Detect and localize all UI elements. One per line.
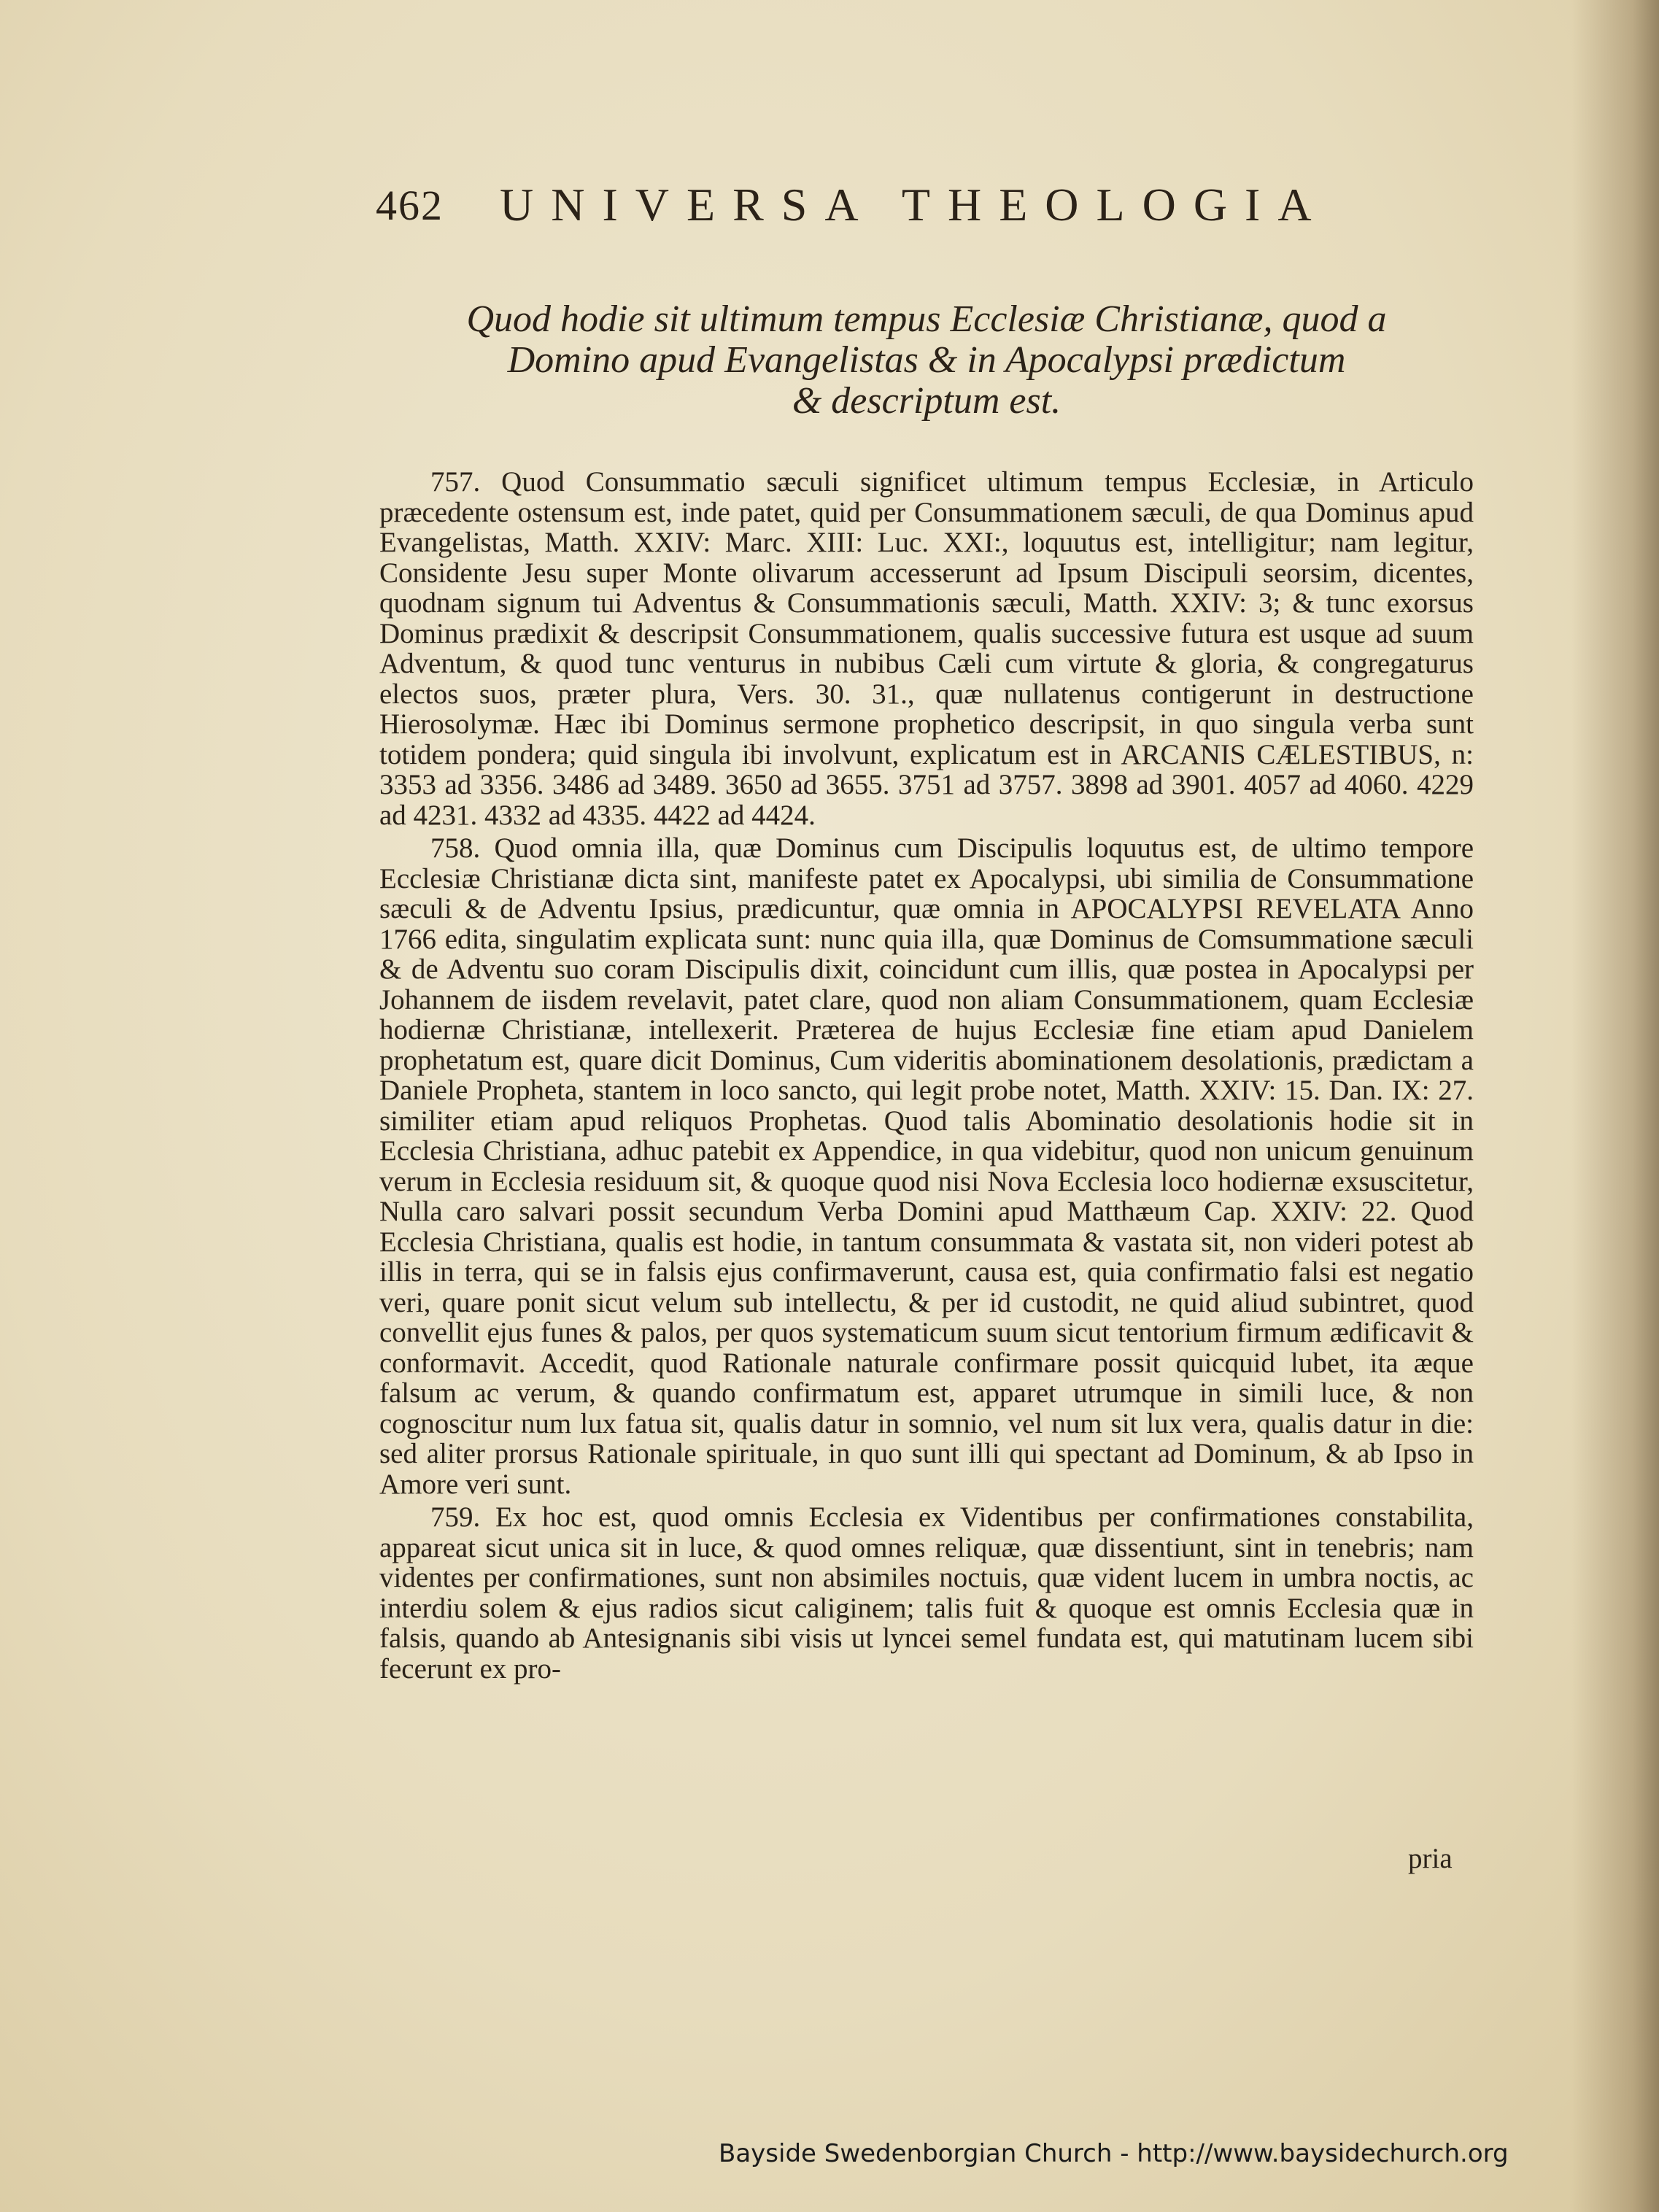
watermark-caption: Bayside Swedenborgian Church - http://www.baysidechurch.org [719,2139,1509,2168]
heading-line-2: Domino apud Evangelistas & in Apocalypsi prædictum [507,339,1346,381]
heading-line-3: & descriptum est. [792,380,1061,422]
paragraph-757: 757. Quod Consummatio sæculi significet ultimum tempus Ecclesiæ, in Articulo præcedente ostensum est, inde patet, quid per Consummationem sæculi, de qua Dominus apud Evangelistas, Matth. XXIV: Marc. XIII: Luc. XXI:, loquutus est, intelligitur; nam legitur, Considente Jesu super Monte olivarum accesserunt ad Ipsum Discipuli seorsim, dicentes, quodnam signum tui Adventus & Consummationis sæculi, Matth. XXIV: 3; & tunc exorsus Dominus prædixit & descripsit Consummationem, qualis successive futura est usque ad suum Adventum, & quod tunc venturus in nubibus Cæli cum virtute & gloria, & congregaturus electos suos, præter plura, Vers. 30. 31., quæ nullatenus contigerunt in destructione Hierosolymæ. Hæc ibi Dominus sermone prophetico descripsit, in quo singula verba sunt totidem pondera; quid singula ibi involvunt, explicatum est in ARCANIS CÆLESTIBUS, n: 3353 ad 3356. 3486 ad 3489. 3650 ad 3655. 3751 ad 3757. 3898 ad 3901. 4057 ad 4060. 4229 ad 4231. 4332 ad 4335. 4422 ad 4424. [379,466,1474,831]
paragraph-758: 758. Quod omnia illa, quæ Dominus cum Discipulis loquutus est, de ultimo tempore Ecclesiæ Christianæ dicta sint, manifeste patet ex Apocalypsi, ubi similia de Consummatione sæculi & de Adventu Ipsius, prædicuntur, quæ omnia in APOCALYPSI REVELATA Anno 1766 edita, singulatim explicata sunt: nunc quia illa, quæ Dominus de Comsummatione sæculi & de Adventu suo coram Discipulis dixit, coincidunt cum illis, quæ postea in Apocalypsi per Johannem de iisdem revelavit, patet clare, quod non aliam Consummationem, quam Ecclesiæ hodiernæ Christianæ, intellexerit. Præterea de hujus Ecclesiæ fine etiam apud Danielem prophetatum est, quare dicit Dominus, Cum videritis abominationem desolationis, prædictam a Daniele Propheta, stantem in loco sancto, qui legit probe notet, Matth. XXIV: 15. Dan. IX: 27. similiter etiam apud reliquos Prophetas. Quod talis Abominatio desolationis hodie sit in Ecclesia Christiana, adhuc patebit ex Appendice, in qua videbitur, quod non unicum genuinum verum in Ecclesia residuum sit, & quoque quod nisi Nova Ecclesia loco hodiernæ exsuscitetur, Nulla caro salvari possit secundum Verba Domini apud Matthæum Cap. XXIV: 22. Quod Ecclesia Christiana, qualis est hodie, in tantum consummata & vastata sit, non videri potest ab illis in terra, qui se in falsis ejus confirmaverunt, causa est, quia confirmatio falsi est negatio veri, quare ponit sicut velum sub intellectu, & per id custodit, ne quid aliud subintret, quod convellit ejus funes & palos, per quos systematicum suum sicut tentorium firmum ædificavit & conformavit. Accedit, quod Rationale naturale confirmare possit quicquid lubet, ita æque falsum ac verum, & quando confirmatum est, apparet utrumque in simili luce, & non cognoscitur num lux fatua sit, qualis datur in somnio, vel num sit lux vera, qualis datur in die: sed aliter prorsus Rationale spirituale, in quo sunt illi qui spectant ad Dominum, & ab Ipso in Amore veri sunt. [379,832,1474,1500]
page-header [376,181,1346,239]
body-text [379,467,1474,1687]
page-number: 462 [376,182,444,229]
heading-line-1: Quod hodie sit ultimum tempus Ecclesiæ Christianæ, quod a [466,298,1387,340]
section-heading [394,299,1459,422]
running-title: UNIVERSA THEOLOGIA [500,179,1329,231]
paragraph-759: 759. Ex hoc est, quod omnis Ecclesia ex Videntibus per confirmationes constabilita, appareat sicut unica sit in luce, & quod omnes reliquæ, quæ dissentiunt, sint in tenebris; nam videntes per confirmationes, sunt non absimiles noctuis, quæ vident lucem in umbra noctis, ac interdiu solem & ejus radios sicut caliginem; talis fuit & quoque est omnis Ecclesia quæ in falsis, quando ab Antesignanis sibi visis ut lyncei semel fundata est, qui matutinam lucem sibi fecerunt ex pro- [379,1501,1474,1685]
page-edge-shadow [1571,0,1659,2212]
catchword: pria [1408,1843,1453,1874]
